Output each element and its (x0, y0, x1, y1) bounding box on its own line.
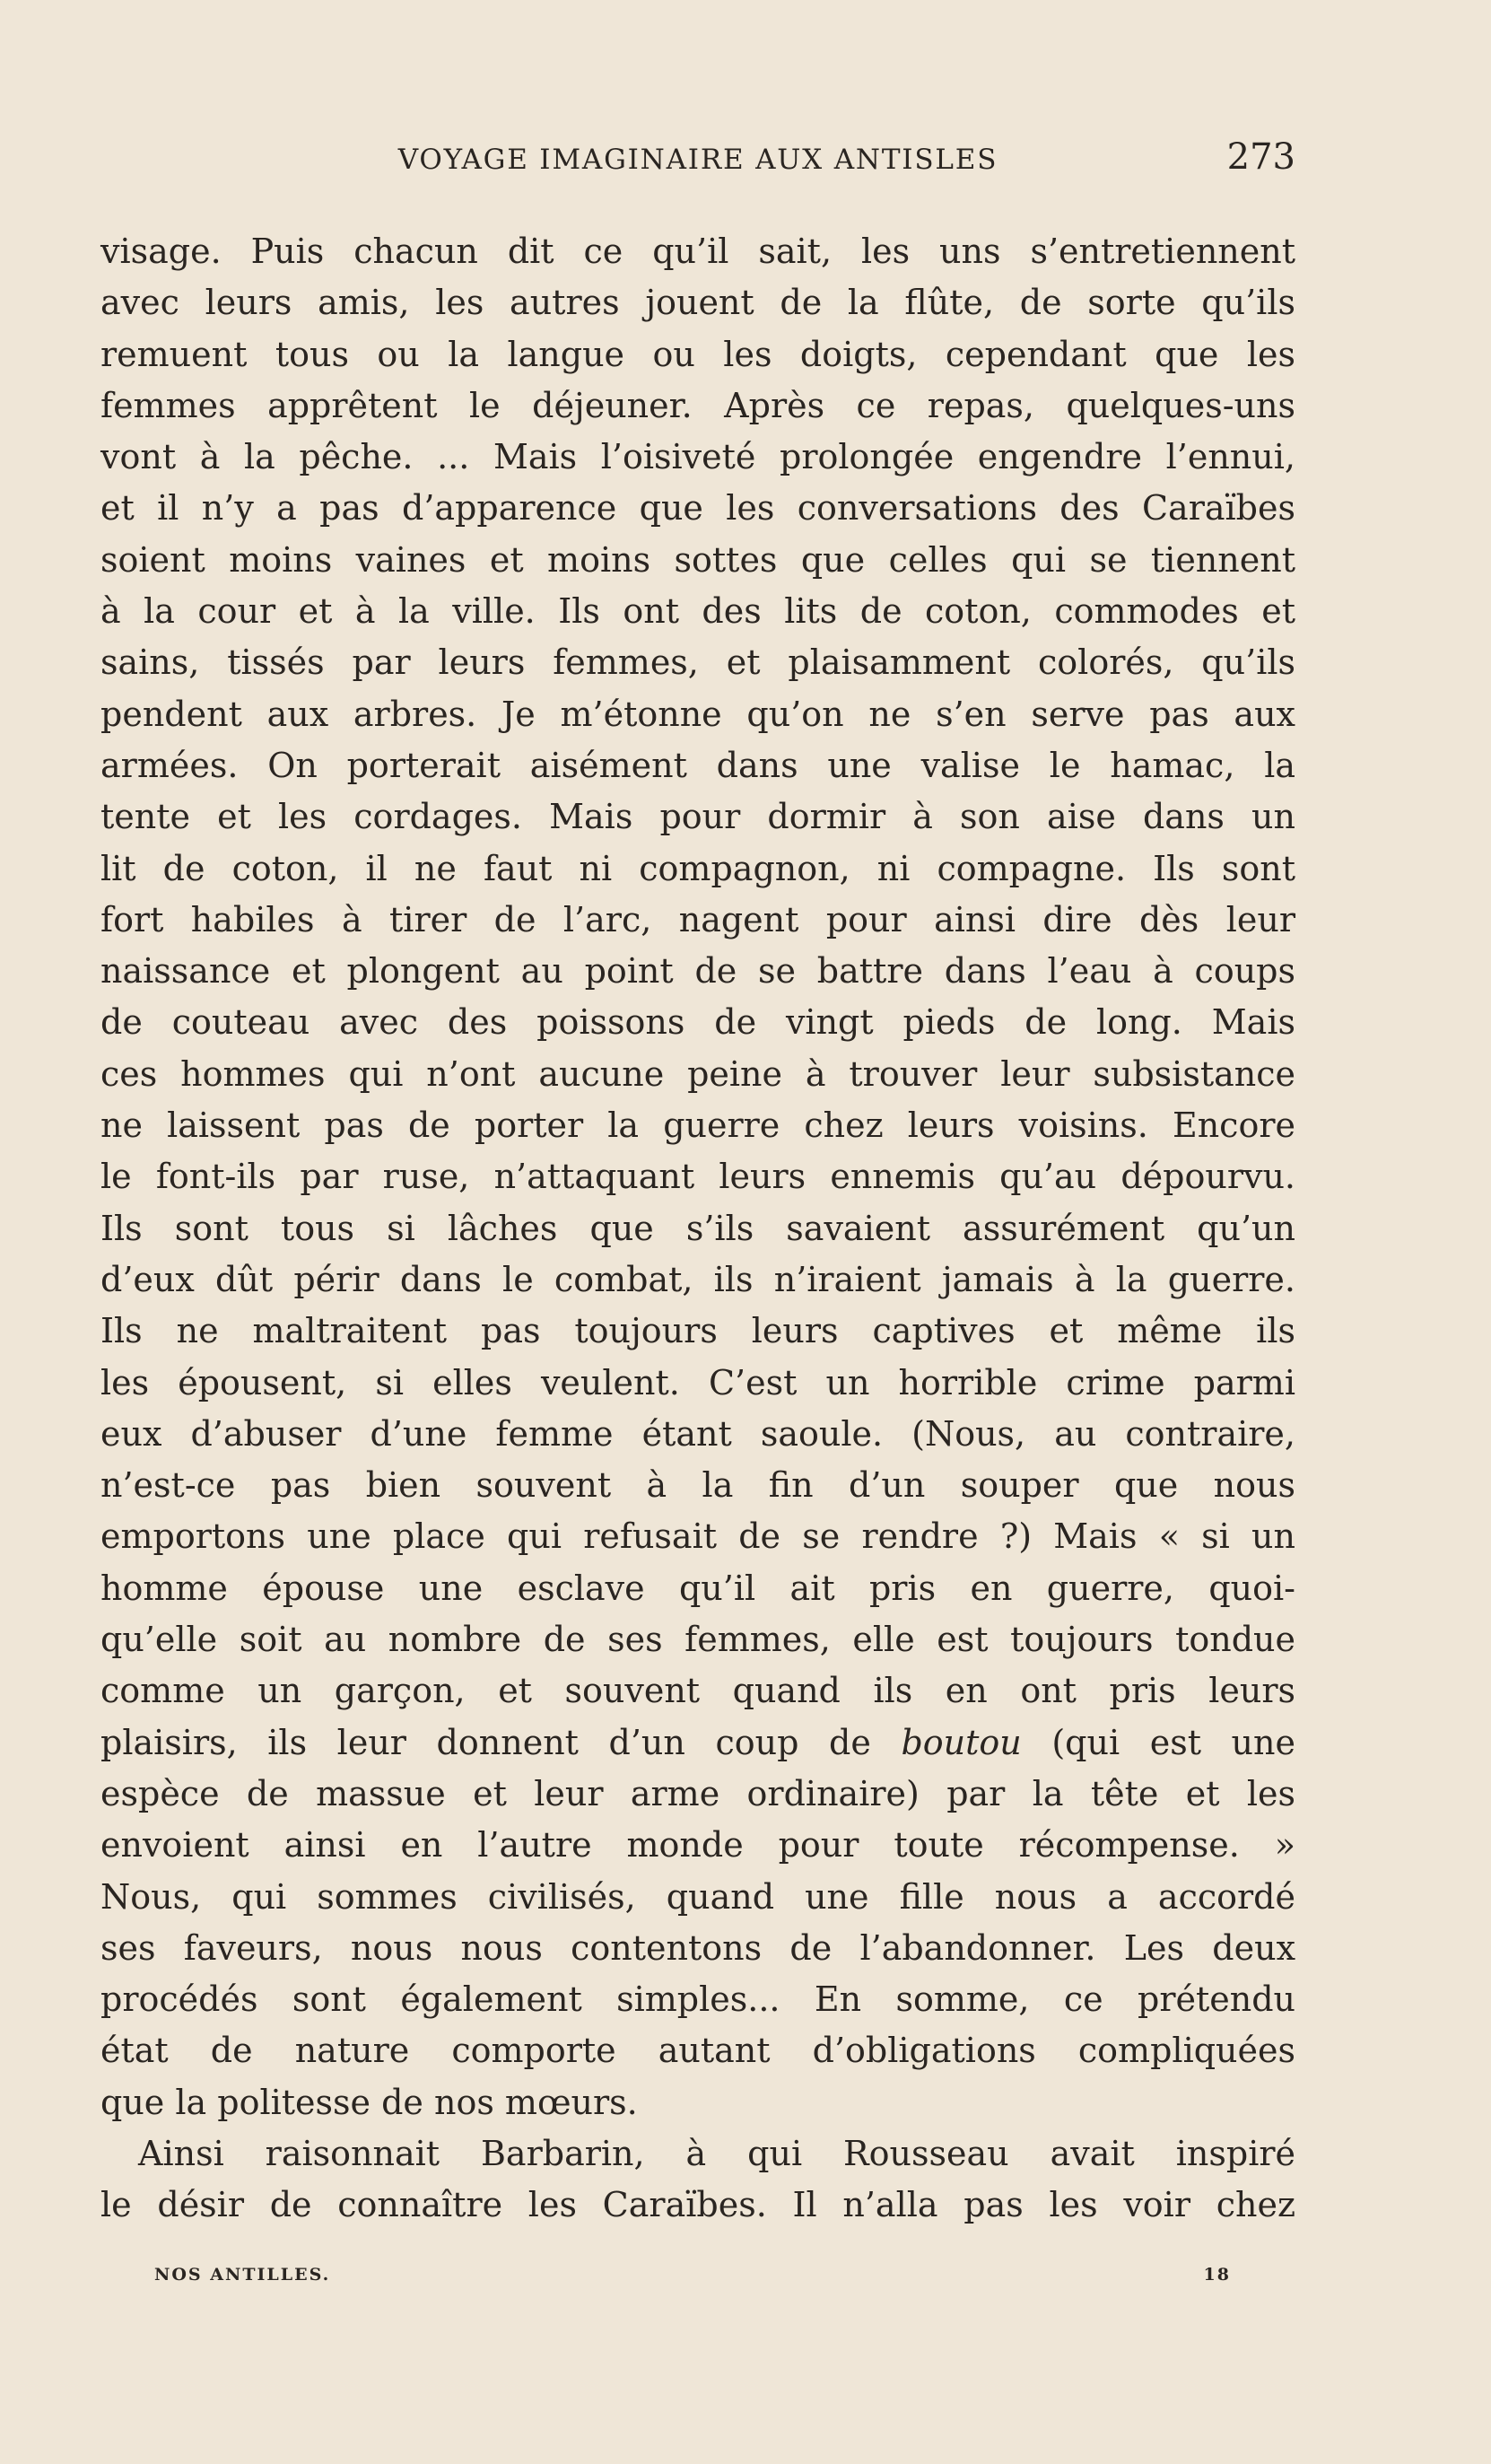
text-line: emportons une place qui refusait de se rendre ?) Mais « si un (100, 1516, 1295, 1557)
text-line: le font-ils par ruse, n’attaquant leurs ennemis qu’au dépourvu. (100, 1157, 1295, 1197)
text-line: ces hommes qui n’ont aucune peine à trouver leur subsistance (100, 1053, 1295, 1094)
signature-mark: NOS ANTILLES. (154, 2265, 331, 2285)
text-line: tente et les cordages. Mais pour dormir à son aise dans un (100, 797, 1295, 837)
text-line: sains, tissés par leurs femmes, et plaisamment colorés, qu’ils (100, 642, 1295, 683)
text-line: procédés sont également simples... En somme, ce prétendu (100, 1979, 1295, 2020)
running-head (100, 136, 1295, 190)
text-line: Ils sont tous si lâches que s’ils savaient assurément qu’un (100, 1208, 1295, 1248)
text-line: vont à la pêche. ... Mais l’oisiveté prolongée engendre l’ennui, (100, 437, 1295, 477)
paragraph-start-line: Ainsi raisonnait Barbarin, à qui Rousseau avait inspiré (138, 2133, 1295, 2173)
body-text (100, 226, 1295, 2232)
text-line: eux d’abuser d’une femme étant saoule. (Nous, au contraire, (100, 1413, 1295, 1454)
text-line: le désir de connaître les Caraïbes. Il n’alla pas les voir chez (100, 2185, 1295, 2225)
text-line-with-italic (100, 1717, 1295, 1769)
text-line: soient moins vaines et moins sottes que celles qui se tiennent (100, 539, 1295, 580)
text-line: fort habiles à tirer de l’arc, nagent pour ainsi dire dès leur (100, 899, 1295, 939)
text-line: homme épouse une esclave qu’il ait pris en guerre, quoi- (100, 1568, 1295, 1608)
text-line: ses faveurs, nous nous contentons de l’abandonner. Les deux (100, 1927, 1295, 1968)
text-line: Ils ne maltraitent pas toujours leurs captives et même ils (100, 1311, 1295, 1351)
text-line: Nous, qui sommes civilisés, quand une fille nous a accordé (100, 1876, 1295, 1917)
text-line: envoient ainsi en l’autre monde pour toute récompense. » (100, 1825, 1295, 1865)
text-line: de couteau avec des poissons de vingt pieds de long. Mais (100, 1002, 1295, 1043)
sheet-number: 18 (1203, 2265, 1231, 2285)
text-line: ne laissent pas de porter la guerre chez leurs voisins. Encore (100, 1105, 1295, 1146)
text-line: armées. On porterait aisément dans une valise le hamac, la (100, 745, 1295, 785)
text-line: comme un garçon, et souvent quand ils en ont pris leurs (100, 1671, 1295, 1711)
text-line: qu’elle soit au nombre de ses femmes, elle est toujours tondue (100, 1620, 1295, 1660)
text-line: les épousent, si elles veulent. C’est un horrible crime parmi (100, 1362, 1295, 1402)
running-title: VOYAGE IMAGINAIRE AUX ANTISLES (397, 144, 998, 176)
text-line: remuent tous ou la langue ou les doigts, cependant que les (100, 334, 1295, 374)
text-line: espèce de massue et leur arme ordinaire) par la tête et les (100, 1773, 1295, 1813)
page-number: 273 (1226, 136, 1295, 178)
italic-term: boutou (901, 1722, 1022, 1762)
text-line: à la cour et à la ville. Ils ont des lits de coton, commodes et (100, 591, 1295, 632)
text-segment: (qui est une (1021, 1722, 1295, 1762)
paragraph-end-line: que la politesse de nos mœurs. (100, 2082, 638, 2122)
text-line: d’eux dût périr dans le combat, ils n’iraient jamais à la guerre. (100, 1259, 1295, 1299)
text-line: pendent aux arbres. Je m’étonne qu’on ne s’en serve pas aux (100, 694, 1295, 734)
text-line: état de nature comporte autant d’obligations compliquées (100, 2031, 1295, 2071)
text-line: lit de coton, il ne faut ni compagnon, ni compagne. Ils sont (100, 848, 1295, 888)
page-footer (154, 2265, 1231, 2292)
text-line: et il n’y a pas d’apparence que les conversations des Caraïbes (100, 488, 1295, 529)
text-line: n’est-ce pas bien souvent à la fin d’un souper que nous (100, 1465, 1295, 1506)
text-segment: plaisirs, ils leur donnent d’un coup de (100, 1722, 902, 1762)
text-line: naissance et plongent au point de se battre dans l’eau à coups (100, 951, 1295, 992)
text-line: avec leurs amis, les autres jouent de la flûte, de sorte qu’ils (100, 283, 1295, 323)
text-line: visage. Puis chacun dit ce qu’il sait, les uns s’entretiennent (100, 232, 1295, 271)
text-line: femmes apprêtent le déjeuner. Après ce repas, quelques-uns (100, 385, 1295, 425)
